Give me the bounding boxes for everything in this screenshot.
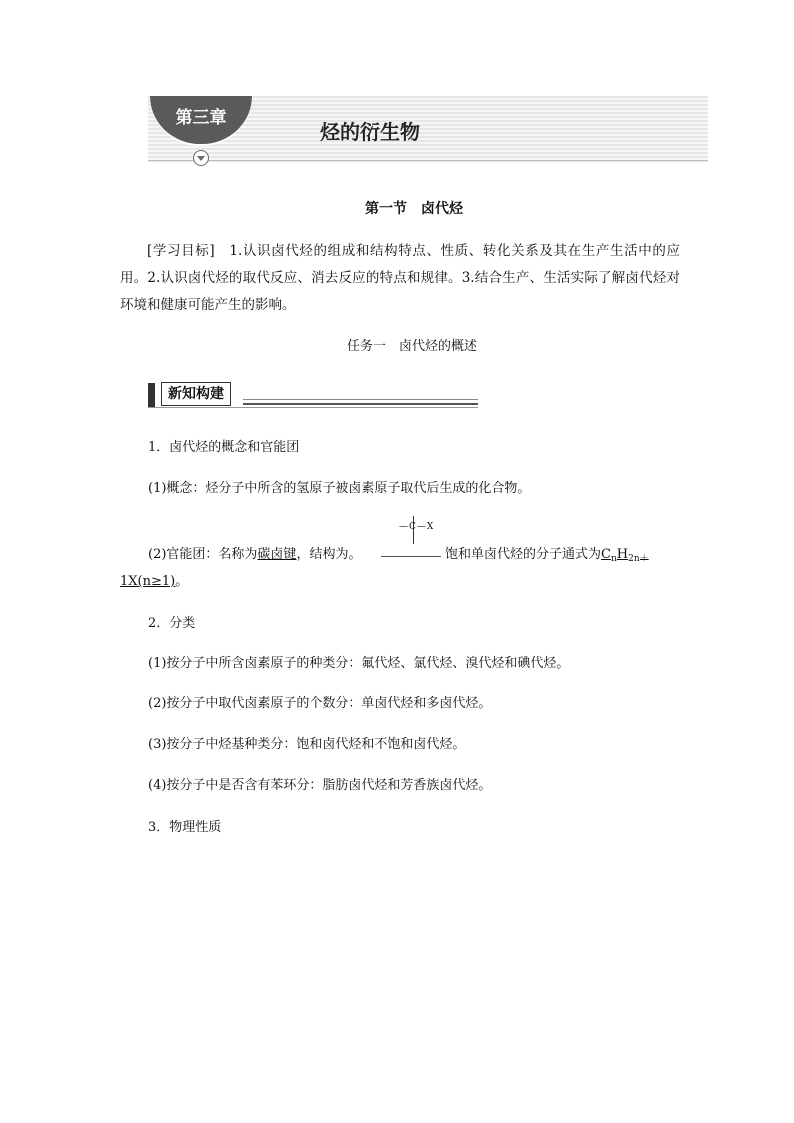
section-title: 第一节 卤代烃 xyxy=(365,201,463,217)
general-formula: 饱和单卤代烃的分子通式为$C_nH_{2n+}$ xyxy=(445,547,649,564)
structural-formula xyxy=(397,516,445,558)
section-header-label: 新知构建 xyxy=(161,382,231,406)
objectives-tag: [学习目标] xyxy=(147,243,215,259)
general-formula-cont: 1X(n≥1)。 xyxy=(120,574,189,589)
section-header-rule xyxy=(148,407,478,408)
paragraph-functional-group: (2)官能团：名称为碳卤键，结构为。 xyxy=(148,547,362,562)
task-title: 任务一 卤代烃的概述 xyxy=(346,339,477,354)
heading-physical-properties: 3．物理性质 xyxy=(148,820,222,835)
classification-4: (4)按分子中是否含有苯环分：脂肪卤代烃和芳香族卤代烃。 xyxy=(148,778,492,793)
structure-baseline xyxy=(381,556,441,557)
banner-underline xyxy=(148,160,708,161)
formula-answer: $C_nH_{2n+}$ xyxy=(601,547,649,564)
paragraph-concept: (1)概念：烃分子中所含的氢原子被卤素原子取代后生成的化合物。 xyxy=(148,481,531,496)
heading-classification: 2．分类 xyxy=(148,616,196,631)
term-carbon-halogen-bond: 碳卤键 xyxy=(257,547,297,562)
classification-1: (1)按分子中所含卤素原子的种类分：氟代烃、氯代烃、溴代烃和碘代烃。 xyxy=(148,656,570,671)
heading-concept: 1．卤代烃的概念和官能团 xyxy=(148,440,300,455)
section-header xyxy=(148,382,478,408)
classification-3: (3)按分子中烃基种类分：饱和卤代烃和不饱和卤代烃。 xyxy=(148,737,466,752)
chevron-down-icon xyxy=(193,150,209,166)
objectives-text: 1.认识卤代烃的组成和结构特点、性质、转化关系及其在生产生活中的应用。2.认识卤代烃的取代反应、消去反应的特点和规律。3.结合生产、生活实际了解卤代烃对环境和健康可能产生的影响。 xyxy=(120,243,680,313)
structure-text: —C—X xyxy=(399,522,435,532)
learning-objectives xyxy=(120,238,680,319)
section-header-rule xyxy=(243,399,478,400)
section-header-rule xyxy=(243,403,478,405)
classification-2: (2)按分子中取代卤素原子的个数分：单卤代烃和多卤代烃。 xyxy=(148,696,492,711)
chapter-badge: 第三章 xyxy=(150,96,252,146)
chapter-title: 烃的衍生物 xyxy=(320,120,420,144)
section-header-bar xyxy=(148,383,155,407)
